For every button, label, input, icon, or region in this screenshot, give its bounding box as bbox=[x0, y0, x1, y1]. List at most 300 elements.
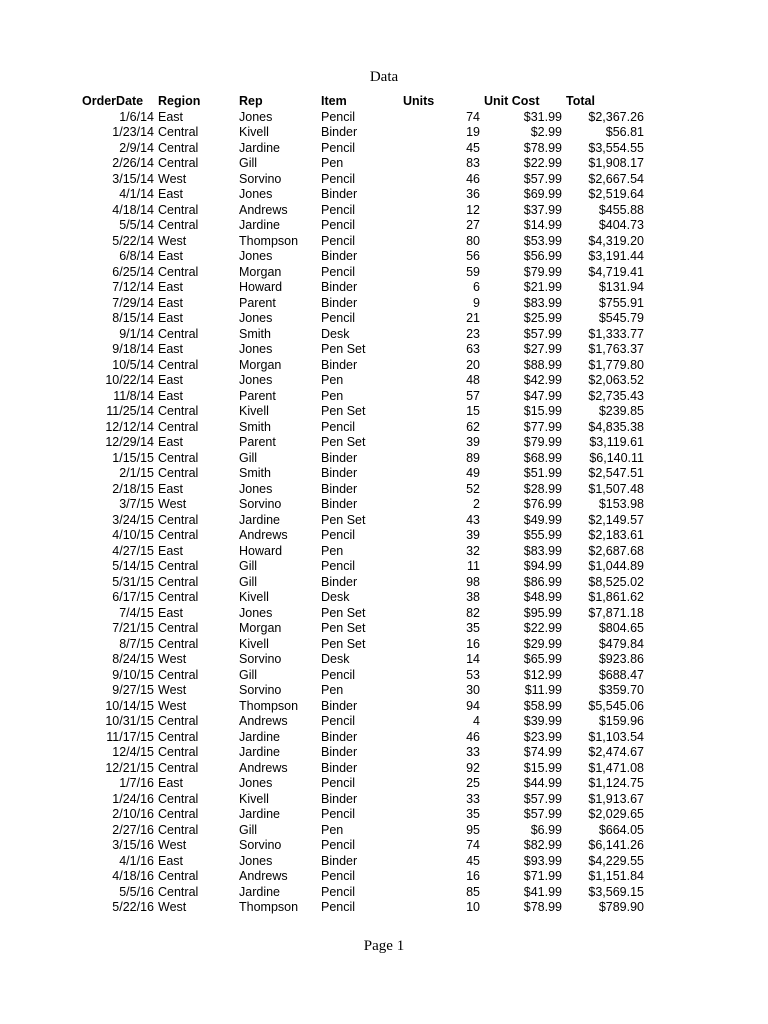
total-cell: $755.91 bbox=[598, 295, 644, 310]
total-cell: $2,547.51 bbox=[588, 466, 644, 480]
unit-cost-cell: $82.99 bbox=[523, 838, 562, 852]
units-cell: 92 bbox=[466, 760, 480, 775]
orderdate-cell: 5/22/14 bbox=[112, 233, 154, 248]
rep-cell: Jardine bbox=[239, 884, 280, 899]
region-cell: Central bbox=[158, 156, 199, 170]
orderdate-cell: 12/12/14 bbox=[105, 419, 154, 434]
rep-cell: Kivell bbox=[239, 791, 269, 806]
region-cell: East bbox=[158, 187, 184, 201]
orderdate-cell: 2/18/15 bbox=[112, 481, 154, 496]
region-cell: Central bbox=[158, 140, 199, 155]
table-row bbox=[80, 761, 646, 777]
table-row bbox=[80, 404, 646, 420]
total-cell: $2,183.61 bbox=[588, 528, 644, 542]
units-cell: 33 bbox=[466, 791, 480, 806]
rep-cell: Smith bbox=[239, 326, 271, 341]
orderdate-cell: 7/29/14 bbox=[112, 295, 154, 310]
item-cell: Desk bbox=[321, 326, 350, 341]
rep-cell: Gill bbox=[239, 574, 258, 589]
unit-cost-cell: $88.99 bbox=[523, 357, 562, 372]
table-row bbox=[80, 513, 646, 529]
total-cell: $455.88 bbox=[598, 202, 644, 217]
item-cell: Pencil bbox=[321, 838, 356, 852]
total-cell: $2,687.68 bbox=[588, 543, 644, 558]
table-row bbox=[80, 141, 646, 157]
item-cell: Pen bbox=[321, 156, 344, 170]
table-row bbox=[80, 637, 646, 653]
orderdate-cell: 5/31/15 bbox=[112, 574, 154, 589]
table-row bbox=[80, 389, 646, 405]
region-cell: Central bbox=[158, 869, 199, 883]
total-cell: $664.05 bbox=[598, 822, 644, 837]
table-row bbox=[80, 590, 646, 606]
orderdate-cell: 9/10/15 bbox=[112, 667, 154, 682]
rep-cell: Gill bbox=[239, 667, 258, 682]
unit-cost-cell: $83.99 bbox=[523, 543, 562, 558]
orderdate-cell: 6/25/14 bbox=[112, 264, 154, 279]
region-cell: East bbox=[158, 373, 184, 387]
rep-cell: Jones bbox=[239, 481, 273, 496]
units-cell: 35 bbox=[466, 807, 480, 821]
item-cell: Desk bbox=[321, 652, 350, 666]
orderdate-cell: 8/15/14 bbox=[112, 311, 154, 325]
orderdate-cell: 2/1/15 bbox=[119, 466, 154, 480]
region-cell: East bbox=[158, 342, 184, 356]
unit-cost-cell: $15.99 bbox=[523, 404, 562, 418]
region-cell: Central bbox=[158, 528, 199, 542]
orderdate-cell: 11/25/14 bbox=[106, 404, 154, 418]
item-cell: Binder bbox=[321, 187, 358, 201]
rep-cell: Thompson bbox=[239, 698, 299, 713]
orderdate-cell: 8/7/15 bbox=[119, 636, 154, 651]
table-row bbox=[80, 156, 646, 172]
total-cell: $2,029.65 bbox=[588, 807, 644, 821]
region-cell: East bbox=[158, 295, 184, 310]
region-cell: Central bbox=[158, 357, 199, 372]
item-cell: Desk bbox=[321, 590, 350, 604]
units-cell: 38 bbox=[466, 590, 480, 604]
unit-cost-cell: $95.99 bbox=[523, 605, 562, 620]
unit-cost-cell: $41.99 bbox=[523, 884, 562, 899]
orderdate-cell: 2/9/14 bbox=[119, 140, 154, 155]
rep-cell: Sorvino bbox=[239, 497, 282, 511]
table-row bbox=[80, 745, 646, 761]
region-cell: West bbox=[158, 900, 187, 914]
table-row bbox=[80, 683, 646, 699]
unit-cost-cell: $53.99 bbox=[523, 233, 562, 248]
orderdate-cell: 4/10/15 bbox=[112, 528, 154, 542]
region-cell: West bbox=[158, 652, 187, 666]
rep-cell: Jardine bbox=[239, 807, 280, 821]
table-row bbox=[80, 110, 646, 126]
table-row bbox=[80, 528, 646, 544]
units-cell: 11 bbox=[467, 559, 480, 573]
unit-cost-cell: $79.99 bbox=[523, 264, 562, 279]
item-cell: Binder bbox=[321, 760, 358, 775]
region-cell: Central bbox=[158, 466, 199, 480]
units-cell: 95 bbox=[466, 822, 480, 837]
region-cell: Central bbox=[158, 419, 199, 434]
item-cell: Binder bbox=[321, 450, 358, 465]
page-title: Data bbox=[369, 69, 399, 85]
orderdate-cell: 7/21/15 bbox=[112, 621, 154, 635]
rep-cell: Sorvino bbox=[239, 171, 282, 186]
region-cell: East bbox=[158, 776, 184, 790]
units-cell: 85 bbox=[466, 884, 480, 899]
rep-cell: Gill bbox=[239, 559, 258, 573]
item-cell: Pencil bbox=[321, 884, 356, 899]
region-cell: Central bbox=[158, 745, 199, 759]
table-row bbox=[80, 342, 646, 358]
unit-cost-cell: $29.99 bbox=[523, 636, 562, 651]
region-cell: Central bbox=[158, 512, 199, 527]
total-cell: $131.94 bbox=[598, 280, 644, 294]
region-cell: Central bbox=[158, 326, 199, 341]
units-cell: 16 bbox=[466, 869, 480, 883]
region-cell: West bbox=[158, 698, 187, 713]
rep-cell: Thompson bbox=[239, 900, 299, 914]
orderdate-cell: 4/18/14 bbox=[112, 202, 154, 217]
unit-cost-cell: $57.99 bbox=[523, 171, 562, 186]
units-cell: 19 bbox=[466, 125, 480, 139]
orderdate-cell: 12/4/15 bbox=[112, 745, 154, 759]
rep-cell: Gill bbox=[239, 450, 258, 465]
units-cell: 89 bbox=[466, 450, 480, 465]
table-row bbox=[80, 621, 646, 637]
total-cell: $479.84 bbox=[598, 636, 644, 651]
table-row bbox=[80, 373, 646, 389]
orderdate-cell: 5/5/16 bbox=[119, 884, 154, 899]
rep-cell: Morgan bbox=[239, 264, 282, 279]
units-cell: 63 bbox=[466, 342, 480, 356]
table-row bbox=[80, 668, 646, 684]
total-cell: $1,471.08 bbox=[588, 760, 644, 775]
orderdate-cell: 9/18/14 bbox=[112, 342, 154, 356]
units-cell: 43 bbox=[466, 512, 480, 527]
unit-cost-cell: $55.99 bbox=[523, 528, 562, 542]
item-cell: Binder bbox=[321, 791, 358, 806]
total-cell: $153.98 bbox=[598, 497, 644, 511]
unit-cost-cell: $57.99 bbox=[523, 326, 562, 341]
item-cell: Pen Set bbox=[321, 404, 366, 418]
units-cell: 14 bbox=[466, 652, 480, 666]
total-cell: $804.65 bbox=[598, 621, 644, 635]
item-cell: Binder bbox=[321, 729, 358, 744]
orderdate-cell: 5/5/14 bbox=[119, 218, 154, 232]
orderdate-cell: 4/1/14 bbox=[119, 187, 154, 201]
region-cell: Central bbox=[158, 636, 199, 651]
table-row bbox=[80, 296, 646, 312]
column-header-orderdate: OrderDate bbox=[82, 94, 144, 108]
unit-cost-cell: $39.99 bbox=[523, 714, 562, 728]
rep-cell: Kivell bbox=[239, 125, 269, 139]
item-cell: Pencil bbox=[321, 311, 356, 325]
total-cell: $2,667.54 bbox=[588, 171, 644, 186]
orderdate-cell: 3/15/16 bbox=[112, 838, 154, 852]
rep-cell: Jardine bbox=[239, 729, 280, 744]
units-cell: 53 bbox=[466, 667, 480, 682]
unit-cost-cell: $15.99 bbox=[523, 760, 562, 775]
table-row bbox=[80, 544, 646, 560]
item-cell: Pencil bbox=[321, 869, 356, 883]
rep-cell: Jones bbox=[239, 776, 273, 790]
orderdate-cell: 11/17/15 bbox=[106, 729, 154, 744]
total-cell: $1,763.37 bbox=[588, 342, 644, 356]
total-cell: $3,569.15 bbox=[588, 884, 644, 899]
unit-cost-cell: $14.99 bbox=[523, 218, 562, 232]
rep-cell: Andrews bbox=[239, 869, 288, 883]
column-header-units: Units bbox=[403, 94, 435, 108]
units-cell: 20 bbox=[466, 357, 480, 372]
item-cell: Binder bbox=[321, 249, 358, 263]
item-cell: Binder bbox=[321, 481, 358, 496]
region-cell: Central bbox=[158, 884, 199, 899]
table-row bbox=[80, 792, 646, 808]
table-row bbox=[80, 652, 646, 668]
units-cell: 16 bbox=[466, 636, 480, 651]
total-cell: $1,913.67 bbox=[588, 791, 644, 806]
page-footer: Page 1 bbox=[363, 938, 405, 954]
units-cell: 33 bbox=[466, 745, 480, 759]
table-row bbox=[80, 311, 646, 327]
units-cell: 23 bbox=[466, 326, 480, 341]
item-cell: Binder bbox=[321, 466, 358, 480]
column-header-unit-cost: Unit Cost bbox=[484, 94, 540, 108]
rep-cell: Jones bbox=[239, 373, 273, 387]
units-cell: 2 bbox=[473, 497, 480, 511]
rep-cell: Parent bbox=[239, 435, 276, 449]
units-cell: 39 bbox=[466, 528, 480, 542]
region-cell: Central bbox=[158, 621, 199, 635]
unit-cost-cell: $22.99 bbox=[523, 621, 562, 635]
orderdate-cell: 10/5/14 bbox=[112, 357, 154, 372]
units-cell: 83 bbox=[466, 156, 480, 170]
region-cell: West bbox=[158, 171, 187, 186]
unit-cost-cell: $77.99 bbox=[523, 419, 562, 434]
region-cell: West bbox=[158, 497, 187, 511]
total-cell: $3,119.61 bbox=[589, 435, 644, 449]
table-row bbox=[80, 575, 646, 591]
unit-cost-cell: $69.99 bbox=[523, 187, 562, 201]
region-cell: Central bbox=[158, 590, 199, 604]
orderdate-cell: 10/31/15 bbox=[105, 714, 154, 728]
column-header-total: Total bbox=[566, 94, 595, 108]
item-cell: Pen Set bbox=[321, 636, 366, 651]
rep-cell: Sorvino bbox=[239, 683, 282, 697]
table-row bbox=[80, 280, 646, 296]
unit-cost-cell: $76.99 bbox=[523, 497, 562, 511]
region-cell: East bbox=[158, 109, 184, 124]
item-cell: Pen bbox=[321, 388, 344, 403]
item-cell: Pencil bbox=[321, 528, 356, 542]
region-cell: West bbox=[158, 233, 187, 248]
unit-cost-cell: $71.99 bbox=[523, 869, 562, 883]
units-cell: 4 bbox=[473, 714, 480, 728]
table-row bbox=[80, 482, 646, 498]
unit-cost-cell: $58.99 bbox=[523, 698, 562, 713]
table-row bbox=[80, 234, 646, 250]
units-cell: 56 bbox=[466, 249, 480, 263]
orderdate-cell: 11/8/14 bbox=[113, 388, 154, 403]
rep-cell: Parent bbox=[239, 388, 276, 403]
unit-cost-cell: $51.99 bbox=[523, 466, 562, 480]
unit-cost-cell: $47.99 bbox=[523, 388, 562, 403]
total-cell: $688.47 bbox=[598, 667, 644, 682]
units-cell: 32 bbox=[466, 543, 480, 558]
rep-cell: Morgan bbox=[239, 357, 282, 372]
item-cell: Binder bbox=[321, 574, 358, 589]
total-cell: $359.70 bbox=[598, 683, 644, 697]
units-cell: 59 bbox=[466, 264, 480, 279]
total-cell: $2,735.43 bbox=[588, 388, 644, 403]
rep-cell: Andrews bbox=[239, 714, 288, 728]
rep-cell: Jones bbox=[239, 311, 273, 325]
units-cell: 6 bbox=[473, 280, 480, 294]
orderdate-cell: 3/7/15 bbox=[119, 497, 154, 511]
region-cell: Central bbox=[158, 822, 199, 837]
region-cell: East bbox=[158, 249, 184, 263]
total-cell: $6,141.26 bbox=[588, 838, 644, 852]
region-cell: East bbox=[158, 311, 184, 325]
orderdate-cell: 2/10/16 bbox=[112, 807, 154, 821]
rep-cell: Gill bbox=[239, 822, 258, 837]
unit-cost-cell: $28.99 bbox=[523, 481, 562, 496]
rep-cell: Kivell bbox=[239, 636, 269, 651]
rep-cell: Jones bbox=[239, 109, 273, 124]
item-cell: Binder bbox=[321, 497, 358, 511]
region-cell: East bbox=[158, 605, 184, 620]
item-cell: Binder bbox=[321, 125, 358, 139]
rep-cell: Andrews bbox=[239, 760, 288, 775]
rep-cell: Smith bbox=[239, 419, 271, 434]
table-header-row bbox=[80, 94, 646, 110]
unit-cost-cell: $25.99 bbox=[523, 311, 562, 325]
total-cell: $239.85 bbox=[598, 404, 644, 418]
unit-cost-cell: $79.99 bbox=[523, 435, 562, 449]
item-cell: Pencil bbox=[321, 140, 356, 155]
units-cell: 30 bbox=[466, 683, 480, 697]
unit-cost-cell: $57.99 bbox=[523, 807, 562, 821]
table-row bbox=[80, 559, 646, 575]
total-cell: $1,124.75 bbox=[588, 776, 644, 790]
table-row bbox=[80, 451, 646, 467]
orderdate-cell: 4/27/15 bbox=[112, 543, 154, 558]
unit-cost-cell: $68.99 bbox=[523, 450, 562, 465]
units-cell: 98 bbox=[466, 574, 480, 589]
item-cell: Pen Set bbox=[321, 342, 366, 356]
table-row bbox=[80, 807, 646, 823]
item-cell: Pencil bbox=[321, 714, 356, 728]
item-cell: Binder bbox=[321, 698, 358, 713]
units-cell: 15 bbox=[466, 404, 480, 418]
total-cell: $3,191.44 bbox=[588, 249, 644, 263]
units-cell: 48 bbox=[466, 373, 480, 387]
unit-cost-cell: $23.99 bbox=[523, 729, 562, 744]
total-cell: $1,861.62 bbox=[588, 590, 644, 604]
total-cell: $1,151.84 bbox=[588, 869, 644, 883]
rep-cell: Jones bbox=[239, 249, 273, 263]
total-cell: $2,063.52 bbox=[588, 373, 644, 387]
total-cell: $3,554.55 bbox=[588, 140, 644, 155]
rep-cell: Jones bbox=[239, 853, 273, 868]
rep-cell: Andrews bbox=[239, 202, 288, 217]
table-row bbox=[80, 838, 646, 854]
item-cell: Binder bbox=[321, 357, 358, 372]
unit-cost-cell: $37.99 bbox=[523, 202, 562, 217]
orderdate-cell: 5/22/16 bbox=[112, 900, 154, 914]
unit-cost-cell: $48.99 bbox=[523, 590, 562, 604]
units-cell: 9 bbox=[473, 295, 480, 310]
item-cell: Pencil bbox=[321, 264, 356, 279]
total-cell: $6,140.11 bbox=[589, 450, 644, 465]
total-cell: $2,149.57 bbox=[588, 512, 644, 527]
units-cell: 49 bbox=[466, 466, 480, 480]
region-cell: Central bbox=[158, 202, 199, 217]
orderdate-cell: 1/15/15 bbox=[112, 450, 154, 465]
units-cell: 52 bbox=[466, 481, 480, 496]
item-cell: Binder bbox=[321, 295, 358, 310]
total-cell: $4,319.20 bbox=[588, 233, 644, 248]
region-cell: East bbox=[158, 543, 184, 558]
table-row bbox=[80, 854, 646, 870]
unit-cost-cell: $78.99 bbox=[523, 140, 562, 155]
rep-cell: Kivell bbox=[239, 404, 269, 418]
total-cell: $56.81 bbox=[605, 125, 644, 139]
region-cell: West bbox=[158, 683, 187, 697]
unit-cost-cell: $74.99 bbox=[523, 745, 562, 759]
item-cell: Pen bbox=[321, 543, 344, 558]
rep-cell: Howard bbox=[239, 280, 283, 294]
region-cell: Central bbox=[158, 559, 199, 573]
region-cell: West bbox=[158, 838, 187, 852]
orderdate-cell: 3/15/14 bbox=[112, 171, 154, 186]
units-cell: 94 bbox=[466, 698, 480, 713]
units-cell: 39 bbox=[466, 435, 480, 449]
rep-cell: Kivell bbox=[239, 590, 269, 604]
orderdate-cell: 1/6/14 bbox=[119, 109, 154, 124]
total-cell: $1,044.89 bbox=[588, 559, 644, 573]
total-cell: $1,908.17 bbox=[588, 156, 644, 170]
units-cell: 74 bbox=[466, 838, 480, 852]
total-cell: $159.96 bbox=[598, 714, 644, 728]
units-cell: 45 bbox=[466, 140, 480, 155]
unit-cost-cell: $83.99 bbox=[523, 295, 562, 310]
region-cell: East bbox=[158, 435, 184, 449]
region-cell: Central bbox=[158, 667, 199, 682]
unit-cost-cell: $21.99 bbox=[523, 280, 562, 294]
unit-cost-cell: $57.99 bbox=[523, 791, 562, 806]
total-cell: $2,474.67 bbox=[588, 745, 644, 759]
unit-cost-cell: $2.99 bbox=[530, 125, 562, 139]
region-cell: Central bbox=[158, 125, 199, 139]
item-cell: Pen Set bbox=[321, 435, 366, 449]
total-cell: $7,871.18 bbox=[588, 605, 644, 620]
rep-cell: Parent bbox=[239, 295, 276, 310]
unit-cost-cell: $22.99 bbox=[523, 156, 562, 170]
unit-cost-cell: $93.99 bbox=[523, 853, 562, 868]
item-cell: Pen Set bbox=[321, 621, 366, 635]
total-cell: $545.79 bbox=[598, 311, 644, 325]
rep-cell: Sorvino bbox=[239, 652, 282, 666]
unit-cost-cell: $6.99 bbox=[530, 822, 562, 837]
total-cell: $4,835.38 bbox=[588, 419, 644, 434]
table-row bbox=[80, 497, 646, 513]
item-cell: Pen bbox=[321, 822, 344, 837]
unit-cost-cell: $56.99 bbox=[523, 249, 562, 263]
total-cell: $4,229.55 bbox=[588, 853, 644, 868]
orderdate-cell: 6/8/14 bbox=[119, 249, 154, 263]
rep-cell: Jardine bbox=[239, 140, 280, 155]
